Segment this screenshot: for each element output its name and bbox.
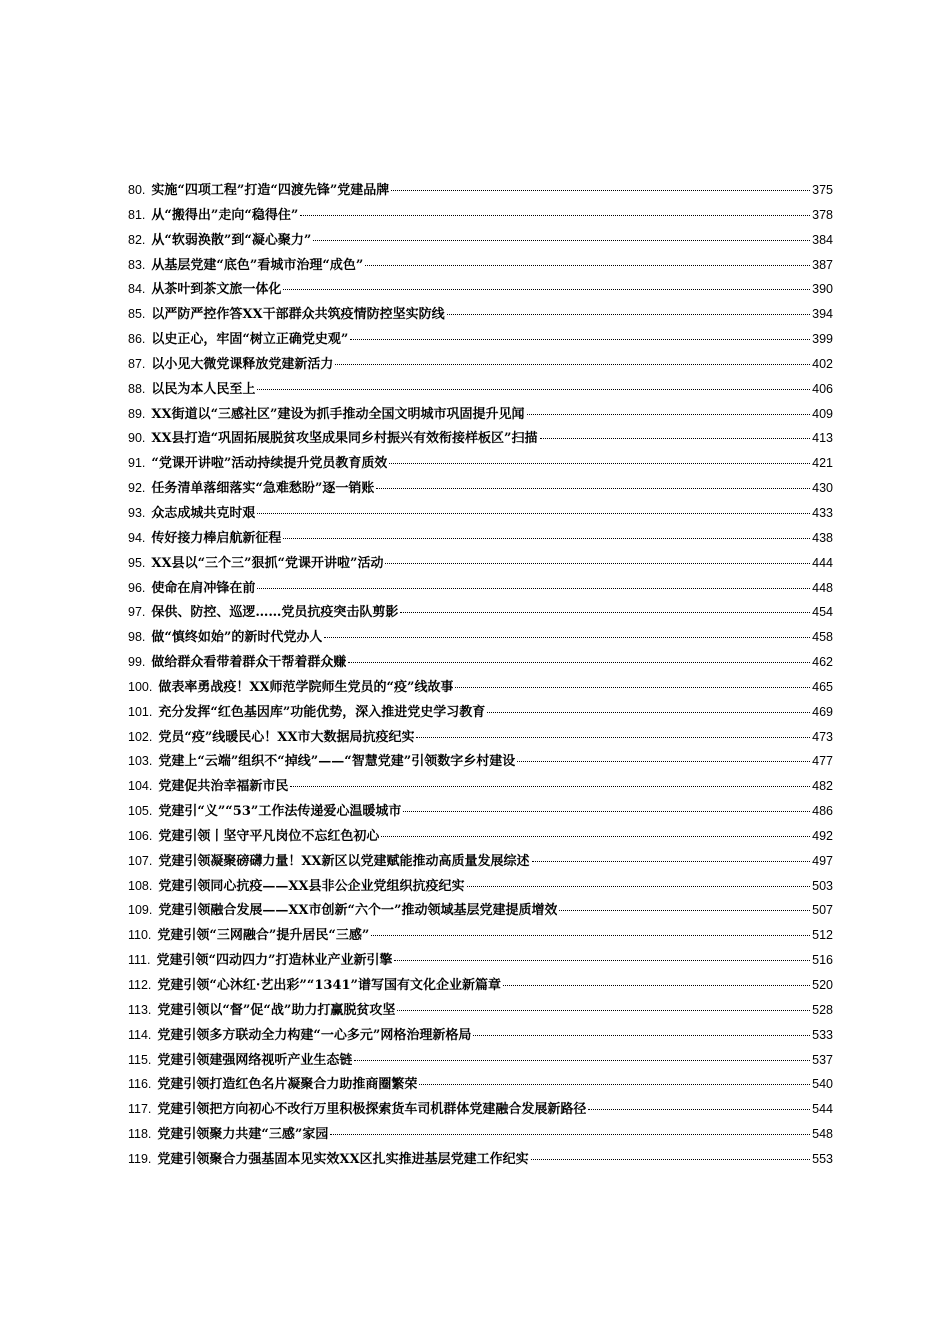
toc-entry-page-number: 533 xyxy=(812,1027,833,1042)
toc-entry-number: 95. xyxy=(128,555,146,570)
toc-entry[interactable] xyxy=(128,1023,833,1048)
toc-entry-page-number: 497 xyxy=(812,853,833,868)
toc-entry-dot-leader xyxy=(532,860,811,862)
toc-entry-number: 111. xyxy=(128,953,151,968)
toc-entry-page-number: 492 xyxy=(812,828,833,843)
toc-entry-title: 党建引领聚力共建“三感”家园 xyxy=(157,1127,329,1143)
toc-entry-dot-leader xyxy=(419,1083,810,1085)
toc-entry-number: 115. xyxy=(128,1052,152,1067)
toc-entry-dot-leader xyxy=(376,487,810,489)
toc-entry-number: 100. xyxy=(128,679,153,694)
toc-entry-title: 党建促共治幸福新市民 xyxy=(158,779,289,795)
toc-entry-page-number: 462 xyxy=(812,655,833,670)
toc-entry-page-number: 394 xyxy=(812,307,833,322)
toc-entry[interactable] xyxy=(128,998,833,1023)
toc-entry-number: 117. xyxy=(128,1102,152,1117)
toc-entry-number: 112. xyxy=(128,978,152,992)
toc-entry-dot-leader xyxy=(397,1009,810,1011)
toc-entry-title: 以严防严控作答XX干部群众共筑疫情防控坚实防线 xyxy=(151,307,445,323)
toc-entry-number: 91. xyxy=(128,456,146,471)
toc-entry-title: 从基层党建“底色”看城市治理“成色” xyxy=(151,257,364,273)
toc-entry-title: 做“慎终如始”的新时代党办人 xyxy=(151,630,323,646)
toc-entry-number: 87. xyxy=(128,356,146,371)
toc-entry-dot-leader xyxy=(455,686,810,688)
toc-entry[interactable] xyxy=(128,402,833,427)
toc-entry-page-number: 430 xyxy=(812,481,833,496)
toc-entry[interactable] xyxy=(128,948,833,973)
toc-entry-number: 113. xyxy=(128,1002,152,1017)
toc-entry-number: 103. xyxy=(128,754,153,769)
toc-entry-dot-leader xyxy=(300,214,810,216)
toc-entry-page-number: 507 xyxy=(812,903,833,918)
toc-entry-title: 任务清单落细落实“急难愁盼”逐一销账 xyxy=(151,481,375,497)
toc-entry-page-number: 516 xyxy=(812,953,833,968)
toc-entry[interactable] xyxy=(128,600,833,625)
toc-entry-dot-leader xyxy=(487,711,810,713)
toc-entry-title: 党建引领同心抗疫——XX县非公企业党组织抗疫纪实 xyxy=(158,878,465,894)
toc-entry-page-number: 469 xyxy=(812,704,833,719)
toc-entry-page-number: 477 xyxy=(812,754,833,769)
toc-entry-number: 108. xyxy=(128,878,153,893)
toc-entry-title: 从“软弱涣散”到“凝心聚力” xyxy=(151,232,312,248)
toc-entry-title: 党建引领“四动四力”打造林业产业新引擎 xyxy=(156,953,393,969)
toc-entry-number: 98. xyxy=(128,630,146,645)
toc-entry[interactable] xyxy=(128,476,833,501)
toc-entry-number: 119. xyxy=(128,1151,152,1166)
toc-entry-number: 96. xyxy=(128,580,146,595)
toc-entry-page-number: 540 xyxy=(812,1077,833,1092)
toc-entry-page-number: 544 xyxy=(812,1102,833,1117)
toc-entry-page-number: 406 xyxy=(812,381,833,396)
toc-entry[interactable] xyxy=(128,700,833,725)
toc-entry[interactable] xyxy=(128,849,833,874)
toc-entry[interactable] xyxy=(128,551,833,576)
toc-entry-title: 传好接力棒启航新征程 xyxy=(151,530,282,546)
toc-entry-title: XX街道以“三感社区”建设为抓手推动全国文明城市巩固提升见闻 xyxy=(151,406,525,422)
toc-entry[interactable] xyxy=(128,973,833,998)
toc-entry-number: 109. xyxy=(128,903,153,918)
toc-entry-page-number: 520 xyxy=(812,978,833,992)
toc-entry-dot-leader xyxy=(394,959,810,961)
toc-entry-number: 107. xyxy=(128,853,153,868)
table-of-contents xyxy=(128,178,833,1172)
toc-entry-title: 党建引领丨坚守平凡岗位不忘红色初心 xyxy=(158,828,380,844)
toc-entry-title: 做给群众看带着群众干帮着群众赚 xyxy=(151,655,347,671)
toc-entry-dot-leader xyxy=(447,313,811,315)
toc-entry-page-number: 448 xyxy=(812,580,833,595)
toc-entry-title: 实施“四项工程”打造“四渡先锋”党建品牌 xyxy=(151,183,390,198)
toc-entry-page-number: 387 xyxy=(812,257,833,272)
toc-entry-page-number: 512 xyxy=(812,928,833,943)
toc-entry[interactable] xyxy=(128,799,833,824)
toc-entry-number: 92. xyxy=(128,481,146,496)
toc-entry-dot-leader xyxy=(503,984,810,986)
toc-entry-number: 97. xyxy=(128,605,146,620)
toc-entry-dot-leader xyxy=(257,512,810,514)
toc-entry[interactable] xyxy=(128,625,833,650)
toc-entry-dot-leader xyxy=(403,810,810,812)
toc-entry[interactable] xyxy=(128,302,833,327)
toc-entry-page-number: 553 xyxy=(812,1151,833,1166)
toc-entry-page-number: 454 xyxy=(812,605,833,620)
toc-entry-number: 105. xyxy=(128,804,153,819)
toc-entry-title: 党建引领“三网融合”提升居民“三感” xyxy=(157,928,370,944)
toc-entry-number: 102. xyxy=(128,729,153,744)
toc-entry-dot-leader xyxy=(416,736,810,738)
toc-entry-page-number: 375 xyxy=(812,183,833,197)
toc-entry-dot-leader xyxy=(330,1133,810,1135)
toc-entry-title: 党建引领融合发展——XX市创新“六个一”推动领域基层党建提质增效 xyxy=(158,903,558,919)
toc-entry-dot-leader xyxy=(354,1059,810,1061)
toc-entry-title: 以小见大微党课释放党建新活力 xyxy=(151,356,334,372)
toc-entry-title: 党建引领多方联动全力构建“一心多元”网格治理新格局 xyxy=(157,1027,472,1043)
toc-entry-dot-leader xyxy=(517,760,810,762)
toc-entry-number: 88. xyxy=(128,381,146,396)
toc-entry-dot-leader xyxy=(350,338,810,340)
toc-entry-number: 118. xyxy=(128,1127,152,1142)
toc-entry[interactable] xyxy=(128,203,833,228)
toc-entry-page-number: 413 xyxy=(812,431,833,446)
toc-entry-dot-leader xyxy=(283,288,810,290)
toc-entry-page-number: 528 xyxy=(812,1002,833,1017)
toc-entry-dot-leader xyxy=(467,885,811,887)
toc-entry-dot-leader xyxy=(381,835,810,837)
toc-entry-number: 104. xyxy=(128,779,153,794)
toc-entry-number: 81. xyxy=(128,207,146,222)
toc-entry-title: 党建引领把方向初心不改行万里积极探索货车司机群体党建融合发展新路径 xyxy=(157,1102,587,1118)
toc-entry-title: 党员“疫”线暖民心！XX市大数据局抗疫纪实 xyxy=(158,729,415,745)
toc-entry-title: XX县打造“巩固拓展脱贫攻坚成果同乡村振兴有效衔接样板区”扫描 xyxy=(151,431,538,447)
toc-entry-title: 党建引领聚合力强基固本见实效XX区扎实推进基层党建工作纪实 xyxy=(157,1151,529,1167)
toc-entry[interactable] xyxy=(128,650,833,675)
toc-entry-page-number: 390 xyxy=(812,282,833,297)
toc-entry[interactable] xyxy=(128,352,833,377)
toc-entry[interactable] xyxy=(128,576,833,601)
toc-entry[interactable] xyxy=(128,1097,833,1122)
toc-entry-page-number: 473 xyxy=(812,729,833,744)
toc-entry-number: 93. xyxy=(128,505,146,520)
toc-entry-title: XX县以“三个三”狠抓“党课开讲啦”活动 xyxy=(151,555,384,571)
toc-entry-title: 以史正心，牢固“树立正确党史观” xyxy=(151,332,349,348)
toc-entry[interactable] xyxy=(128,824,833,849)
toc-entry-title: “党课开讲啦”活动持续提升党员教育质效 xyxy=(151,456,388,472)
toc-entry-title: 党建上“云端”组织不“掉线”——“智慧党建”引领数字乡村建设 xyxy=(158,754,516,770)
toc-entry[interactable] xyxy=(128,898,833,923)
toc-entry-page-number: 421 xyxy=(812,456,833,471)
toc-entry-page-number: 409 xyxy=(812,406,833,421)
toc-entry-number: 84. xyxy=(128,282,146,297)
toc-entry-title: 党建引领“心沐红·艺出彩”“1341”谱写国有文化企业新篇章 xyxy=(157,978,502,993)
toc-entry-dot-leader xyxy=(371,934,810,936)
toc-entry-page-number: 378 xyxy=(812,207,833,222)
toc-entry[interactable] xyxy=(128,1122,833,1147)
toc-entry-title: 从“搬得出”走向“稳得住” xyxy=(151,207,299,223)
toc-entry[interactable] xyxy=(128,1147,833,1172)
toc-entry-dot-leader xyxy=(257,388,810,390)
toc-entry-page-number: 503 xyxy=(812,878,833,893)
toc-entry[interactable] xyxy=(128,426,833,451)
toc-entry[interactable] xyxy=(128,377,833,402)
toc-entry-dot-leader xyxy=(290,785,810,787)
toc-entry-title: 充分发挥“红色基因库”功能优势，深入推进党史学习教育 xyxy=(158,704,486,720)
toc-entry-title: 以民为本人民至上 xyxy=(151,381,256,397)
toc-entry[interactable] xyxy=(128,253,833,278)
toc-entry-title: 保供、防控、巡逻……党员抗疫突击队剪影 xyxy=(151,605,399,621)
toc-entry[interactable] xyxy=(128,874,833,899)
toc-entry-number: 106. xyxy=(128,828,153,843)
toc-entry[interactable] xyxy=(128,526,833,551)
toc-entry-number: 83. xyxy=(128,257,146,272)
toc-entry-title: 党建引领打造红色名片凝聚合力助推商圈繁荣 xyxy=(157,1077,418,1093)
toc-entry-dot-leader xyxy=(527,413,811,415)
toc-entry-page-number: 399 xyxy=(812,332,833,347)
toc-entry-dot-leader xyxy=(540,437,811,439)
toc-entry-number: 110. xyxy=(128,928,152,943)
toc-entry-dot-leader xyxy=(391,189,810,191)
toc-entry-dot-leader xyxy=(348,661,810,663)
toc-entry[interactable] xyxy=(128,749,833,774)
toc-entry-title: 党建引“义”“53”工作法传递爱心温暖城市 xyxy=(158,804,402,820)
toc-entry-title: 从茶叶到茶文旅一体化 xyxy=(151,282,282,298)
toc-entry-dot-leader xyxy=(531,1158,811,1160)
toc-entry-dot-leader xyxy=(365,264,810,266)
toc-entry-title: 党建引领凝聚磅礴力量！XX新区以党建赋能推动高质量发展综述 xyxy=(158,853,530,869)
toc-entry-dot-leader xyxy=(559,909,810,911)
toc-entry-page-number: 548 xyxy=(812,1127,833,1142)
toc-entry[interactable] xyxy=(128,923,833,948)
toc-entry[interactable] xyxy=(128,277,833,302)
toc-entry-page-number: 433 xyxy=(812,505,833,520)
toc-entry-page-number: 482 xyxy=(812,779,833,794)
toc-entry-dot-leader xyxy=(385,562,810,564)
toc-entry[interactable] xyxy=(128,1072,833,1097)
toc-entry-page-number: 444 xyxy=(812,555,833,570)
toc-entry-page-number: 465 xyxy=(812,679,833,694)
toc-entry-dot-leader xyxy=(257,587,810,589)
toc-entry-number: 85. xyxy=(128,307,146,322)
toc-entry-title: 党建引领建强网络视听产业生态链 xyxy=(157,1052,353,1068)
toc-entry[interactable] xyxy=(128,1048,833,1073)
toc-entry[interactable] xyxy=(128,178,833,203)
toc-entry-number: 114. xyxy=(128,1027,152,1042)
toc-entry-number: 116. xyxy=(128,1077,152,1092)
toc-entry[interactable] xyxy=(128,501,833,526)
toc-entry[interactable] xyxy=(128,774,833,799)
toc-entry-number: 89. xyxy=(128,406,146,421)
toc-entry[interactable] xyxy=(128,725,833,750)
toc-entry-page-number: 402 xyxy=(812,356,833,371)
toc-entry-title: 做表率勇战疫！XX师范学院师生党员的“疫”线故事 xyxy=(158,679,454,695)
toc-entry-number: 99. xyxy=(128,655,146,670)
toc-entry-dot-leader xyxy=(324,636,810,638)
toc-entry-number: 82. xyxy=(128,232,146,247)
toc-entry-page-number: 384 xyxy=(812,232,833,247)
toc-entry[interactable] xyxy=(128,675,833,700)
toc-entry-page-number: 486 xyxy=(812,804,833,819)
toc-entry-number: 94. xyxy=(128,530,146,545)
toc-entry-dot-leader xyxy=(588,1108,810,1110)
toc-entry-number: 101. xyxy=(128,704,153,719)
toc-entry-dot-leader xyxy=(400,611,810,613)
toc-entry[interactable] xyxy=(128,451,833,476)
toc-entry-dot-leader xyxy=(335,363,810,365)
toc-entry[interactable] xyxy=(128,228,833,253)
toc-entry-dot-leader xyxy=(473,1034,810,1036)
toc-entry-dot-leader xyxy=(283,537,810,539)
toc-entry-page-number: 438 xyxy=(812,530,833,545)
toc-entry-number: 86. xyxy=(128,332,146,347)
toc-entry-dot-leader xyxy=(313,239,810,241)
toc-entry-title: 使命在肩冲锋在前 xyxy=(151,580,256,596)
toc-entry-page-number: 458 xyxy=(812,630,833,645)
toc-entry-page-number: 537 xyxy=(812,1052,833,1067)
toc-entry-number: 90. xyxy=(128,431,146,446)
toc-entry-title: 党建引领以“督”促“战”助力打赢脱贫攻坚 xyxy=(157,1002,396,1018)
toc-entry-dot-leader xyxy=(389,462,810,464)
toc-entry[interactable] xyxy=(128,327,833,352)
toc-entry-title: 众志成城共克时艰 xyxy=(151,505,256,521)
toc-entry-number: 80. xyxy=(128,183,146,197)
